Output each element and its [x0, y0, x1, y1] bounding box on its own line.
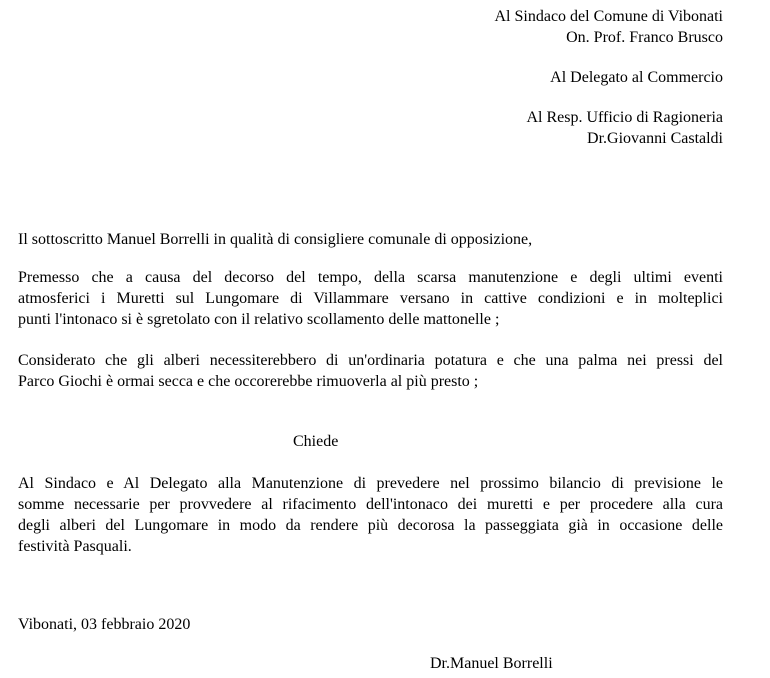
- premesso-line: punti l'intonaco si è sgretolato con il relativo scollamento delle mattonelle ;: [18, 311, 500, 328]
- intro-paragraph: Il sottoscritto Manuel Borrelli in qualità di consigliere comunale di opposizione,: [18, 231, 533, 248]
- request-line: Al Sindaco e Al Delegato alla Manutenzione di prevedere nel prossimo bilancio di previsione le: [18, 475, 723, 492]
- recipient-mayor: Al Sindaco del Comune di Vibonati: [494, 8, 723, 25]
- premesso-line: Premesso che a causa del decorso del tempo, della scarsa manutenzione e degli ultimi eventi: [18, 269, 723, 286]
- recipient-mayor-name: On. Prof. Franco Brusco: [566, 29, 723, 46]
- signature: Dr.Manuel Borrelli: [430, 655, 553, 672]
- recipient-accounting-office: Al Resp. Ufficio di Ragioneria: [526, 109, 723, 126]
- request-line: festività Pasquali.: [18, 538, 132, 555]
- considerato-line: Parco Giochi è ormai secca e che occorerebbe rimuoverla al più presto ;: [18, 373, 479, 390]
- request-paragraph: [18, 473, 723, 557]
- request-line: somme necessarie per provvedere al rifacimento dell'intonaco dei muretti e per procedere alla cura: [18, 496, 723, 513]
- recipients-block: [495, 6, 724, 149]
- chiede-heading: Chiede: [293, 433, 339, 450]
- recipient-accounting-name: Dr.Giovanni Castaldi: [587, 130, 723, 147]
- recipient-commerce-delegate: Al Delegato al Commercio: [550, 69, 723, 86]
- considerato-line: Considerato che gli alberi necessiterebbero di un'ordinaria potatura e che una palma nei pressi del: [18, 352, 723, 369]
- premesso-paragraph: [18, 267, 723, 330]
- premesso-line: atmosferici i Muretti sul Lungomare di Villammare versano in cattive condizioni e in molteplici: [18, 290, 723, 307]
- date-line: Vibonati, 03 febbraio 2020: [18, 616, 191, 633]
- request-line: degli alberi del Lungomare in modo da rendere più decorosa la passeggiata già in occasione delle: [18, 517, 723, 534]
- considerato-paragraph: [18, 350, 723, 392]
